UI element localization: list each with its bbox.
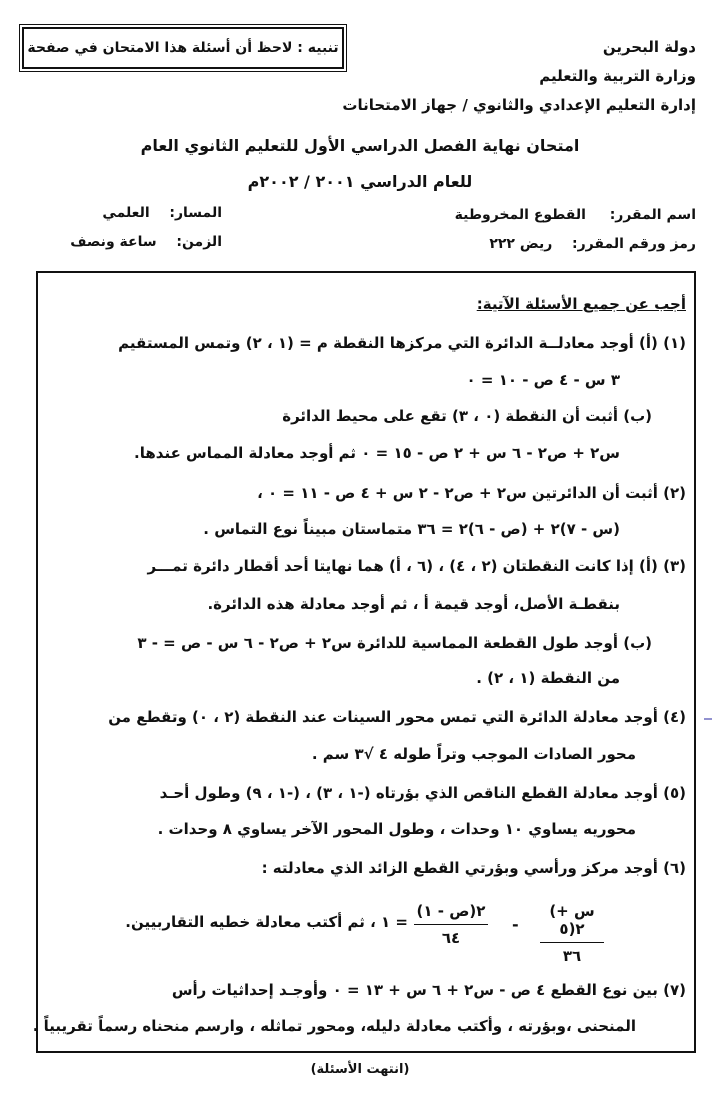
question-1b-line-1: (ب) أثبت أن النقطة (٠ ، ٣) تقع على محيط الدائرة: [282, 407, 652, 425]
notice-text: تنبيه : لاحظ أن أسئلة هذا الامتحان في صفحة: [27, 40, 339, 56]
question-4-line-2: محور الصادات الموجب وتراً طوله ٤ √٣ سم .: [311, 745, 636, 763]
course-code-row: [489, 236, 696, 252]
course-name-row: [455, 207, 696, 223]
q6-fraction-2: [414, 902, 488, 947]
q6-fraction-1-denominator: ٣٦: [562, 947, 582, 965]
course-code-value: ريض ٢٢٢: [489, 236, 553, 252]
country-name: دولة البحرين: [602, 38, 696, 56]
q6-equation-tail: = ١ ، ثم أكتب معادلة خطيه التقاربيين.: [125, 913, 408, 931]
time-value: ساعة ونصف: [70, 234, 157, 250]
track-value: العلمي: [102, 205, 150, 221]
question-1b-line-2: س٢ + ص٢ - ٦ س + ٢ ص - ١٥ = ٠ ثم أوجد معادلة المماس عندها.: [134, 444, 620, 462]
q6-fraction-2-denominator: ٦٤: [441, 929, 461, 947]
course-name-value: القطوع المخروطية: [454, 207, 586, 223]
end-of-questions: (انتهت الأسئلة): [310, 1062, 410, 1077]
question-5-line-2: محوريه يساوي ١٠ وحدات ، وطول المحور الآخر يساوي ٨ وحدات .: [157, 820, 636, 838]
time-row: [70, 234, 222, 250]
question-3a-line-1: (٣) (أ) إذا كانت النقطتان (٢ ، ٤) ، (٦ ، أ) هما نهايتا أحد أقطار دائرة تمـــر: [147, 557, 686, 575]
question-2-line-2: (س - ٧)٢ + (ص - ٦)٢ = ٣٦ متماستان مبيناً نوع التماس .: [203, 520, 620, 538]
question-4-line-1: (٤) أوجد معادلة الدائرة التي تمس محور السينات عند النقطة (٢ ، ٠) وتقطع من: [108, 708, 686, 726]
question-3a-line-2: بنقطـة الأصل، أوجد قيمة أ ، ثم أوجد معادلة هذه الدائرة.: [207, 595, 620, 613]
q6-minus-sign: -: [512, 915, 519, 934]
q6-fraction-2-numerator: (ص - ١)٢: [416, 902, 486, 920]
course-code-label: رمز ورقم المقرر:: [572, 236, 696, 252]
directorate-name: إدارة التعليم الإعدادي والثانوي / جهاز الامتحانات: [342, 96, 696, 114]
question-3b-line-2: من النقطة (١ ، ٢) .: [476, 669, 620, 687]
question-1a-line-2: ٣ س - ٤ ص - ١٠ = ٠: [466, 371, 620, 389]
exam-title: امتحان نهاية الفصل الدراسي الأول للتعليم الثانوي العام: [140, 136, 580, 155]
question-1a-line-1: (١) (أ) أوجد معادلــة الدائرة التي مركزها النقطة م = (١ ، ٢) وتمس المستقيم: [118, 334, 686, 352]
q6-fraction-1: [540, 902, 604, 965]
course-name-label: اسم المقرر:: [609, 207, 696, 223]
instructions: أجب عن جميع الأسئلة الآتية:: [476, 295, 686, 313]
time-label: الزمن:: [176, 234, 222, 250]
question-7-line-2: المنحنى ،وبؤرته ، وأكتب معادلة دليله، ومحور تماثله ، وارسم منحناه رسماً تقريبياً .: [32, 1017, 636, 1035]
track-row: [102, 205, 222, 221]
notice-box: [22, 27, 344, 69]
margin-mark: [703, 712, 713, 720]
question-6-line-1: (٦) أوجد مركز ورأسي وبؤرتي القطع الزائد الذي معادلته :: [261, 859, 686, 877]
track-label: المسار:: [169, 205, 222, 221]
question-2-line-1: (٢) أثبت أن الدائرتين س٢ + ص٢ - ٢ س + ٤ ص - ١١ = ٠ ،: [257, 484, 686, 502]
academic-year: للعام الدراسي ٢٠٠١ / ٢٠٠٢م: [247, 172, 473, 191]
question-3b-line-1: (ب) أوجد طول القطعة المماسية للدائرة س٢ + ص٢ - ٦ س - ص = - ٣: [137, 634, 652, 652]
ministry-name: وزارة التربية والتعليم: [539, 67, 696, 85]
q6-fraction-1-numerator: (س + ٥)٢: [549, 902, 595, 938]
question-5-line-1: (٥) أوجد معادلة القطع الناقص الذي بؤرتاه (-١ ، ٣) ، (-١ ، ٩) وطول أحـد: [159, 784, 686, 802]
question-7-line-1: (٧) بين نوع القطع ٤ ص - س٢ + ٦ س + ١٣ = ٠ وأوجـد إحداثيات رأس: [171, 981, 686, 999]
